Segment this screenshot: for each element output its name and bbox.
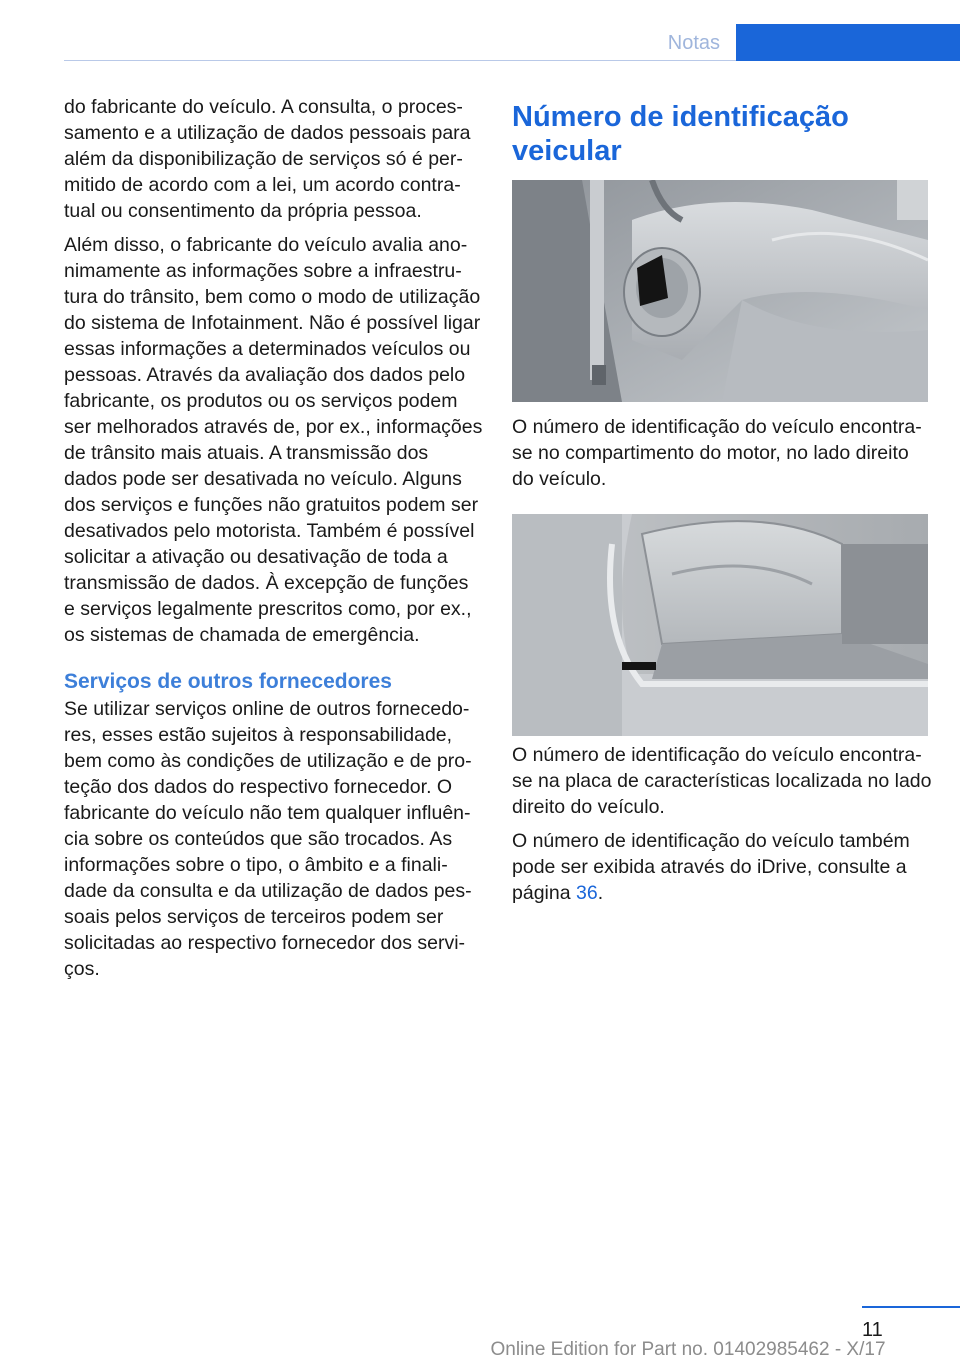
caption-text: O número de identificação do veículo encontra-se na placa de características localizada no lado direito do veículo.	[512, 744, 932, 818]
paragraph-third-party-services: Se utilizar serviços online de outros fornecedores, esses estão sujeitos à responsabilidade, bem como às condições de utilização e de proteção dos dados do respectivo fornecedor. O fabricante do veículo não tem qualquer influência sobre os conteúdos que são trocados. As informações sobre o tipo, o âmbito e a finalidade da consulta e da utilização de dados pessoais pelos serviços de terceiros podem ser solicitadas ao respectivo fornecedor dos serviços.	[64, 698, 472, 980]
subheading-third-party-services: Serviços de outros fornecedores	[64, 670, 392, 693]
caption-engine-compartment	[512, 414, 932, 500]
idrive-text-end: .	[597, 882, 604, 904]
caption-text: O número de identificação do veículo encontra-se no compartimento do motor, no lado direito do veículo.	[512, 416, 922, 490]
paragraph-anonymous-evaluation: Além disso, o fabricante do veículo avalia anonimamente as informações sobre a infraestrutura do trânsito, bem como o modo de utilização do sistema de Infotainment. Não é possível ligar essas informações a determinados veículos ou pessoas. Através da avaliação dos dados pelo fabricante, os produtos ou os serviços podem ser melhorados através de, por ex., informações de trânsito mais atuais. A transmissão dos dados pode ser desativada no veículo. Alguns dos serviços e funções não gratuitos podem ser desativados pelo motorista. Também é possível solicitar a ativação ou desativação de toda a transmissão de dados. À excepção de funções e serviços legalmente prescritos como, por ex., os sistemas de chamada de emergência.	[64, 234, 483, 646]
paragraph-data-processing: do fabricante do veículo. A consulta, o processamento e a utilização de dados pessoais para além da disponibilização de serviços só é permitido de acordo com a lei, um acordo contratual ou consentimento da própria pessoa.	[64, 96, 471, 222]
page-reference-link[interactable]: 36	[575, 882, 598, 904]
caption-door-sill	[512, 742, 932, 914]
footer-rule	[862, 1306, 960, 1308]
engine-compartment-illustration	[512, 180, 928, 402]
paragraph-idrive	[512, 828, 932, 906]
section-heading: Número de identificação veicular	[512, 101, 849, 167]
idrive-text: O número de identificação do veículo também pode ser exibida através do iDrive, consulte a página	[512, 830, 910, 904]
page-number: 11	[862, 1319, 883, 1341]
door-sill-plate-illustration	[512, 514, 928, 736]
edition-watermark: Online Edition for Part no. 01402985462 - X/17	[490, 1339, 886, 1360]
left-column	[64, 94, 484, 990]
section-title: Notas	[667, 32, 720, 54]
header-accent-block	[736, 24, 960, 61]
